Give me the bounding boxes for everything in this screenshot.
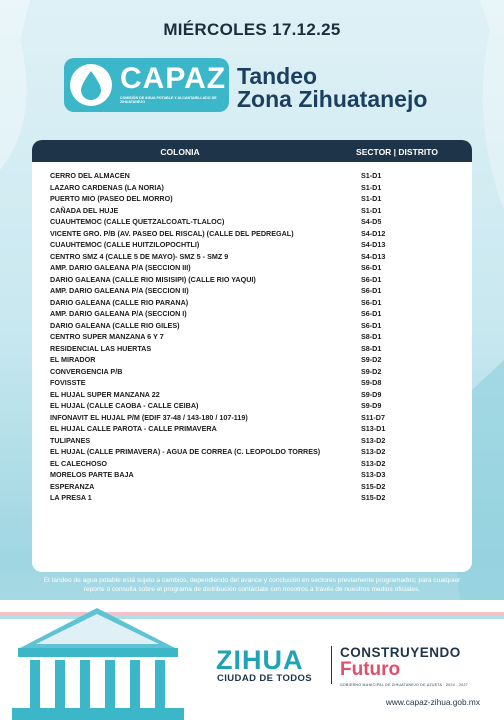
page-title-line2: Zona Zihuatanejo bbox=[237, 86, 428, 112]
gobierno-label: GOBIERNO MUNICIPAL DE ZIHUATANEJO DE AZUETA · 2024 - 2027 bbox=[340, 683, 468, 687]
sector-cell: S4-D5 bbox=[361, 217, 382, 226]
logo-divider bbox=[331, 646, 332, 684]
table-row bbox=[32, 216, 472, 228]
table-body bbox=[32, 170, 472, 504]
colonia-cell: EL CALECHOSO bbox=[50, 458, 107, 468]
colonia-cell: TULIPANES bbox=[50, 435, 91, 445]
table-row bbox=[32, 228, 472, 240]
sector-cell: S6-D1 bbox=[361, 297, 382, 307]
table-row bbox=[32, 366, 472, 378]
footnote: El tandeo de agua potable está sujeto a cambios, dependiendo del avance y conclusión en sectores previamente programados; para cualquier reporte o consulta sobre el programa de distribución contáctate con nosotros a través de nuestros medios oficiales. bbox=[43, 577, 461, 593]
colonia-cell: LAZARO CARDENAS (LA NORIA) bbox=[50, 182, 164, 192]
colonia-cell: DARIO GALEANA (CALLE RIO GILES) bbox=[50, 320, 180, 330]
sector-cell: S15-D2 bbox=[361, 481, 386, 491]
colonia-cell: AMP. DARIO GALEANA P/A (SECCION I) bbox=[50, 309, 187, 318]
sector-cell: S1-D1 bbox=[361, 205, 382, 215]
table-row bbox=[32, 205, 472, 217]
building-icon bbox=[0, 600, 200, 720]
sector-cell: S8-D1 bbox=[361, 332, 382, 341]
table-header bbox=[32, 140, 472, 162]
colonia-cell: CUAUHTEMOC (CALLE QUETZALCOATL-TLALOC) bbox=[50, 217, 225, 226]
colonia-cell: EL HUJAL SUPER MANZANA 22 bbox=[50, 389, 160, 399]
sector-cell: S13-D2 bbox=[361, 458, 386, 468]
colonia-cell: CONVERGENCIA P/B bbox=[50, 366, 123, 376]
sector-cell: S4-D13 bbox=[361, 251, 386, 261]
sector-cell: S1-D1 bbox=[361, 171, 382, 180]
colonia-cell: AMP. DARIO GALEANA P/A (SECCION III) bbox=[50, 263, 191, 272]
table-row bbox=[32, 239, 472, 251]
table-row bbox=[32, 251, 472, 263]
table-row bbox=[32, 297, 472, 309]
table-row bbox=[32, 193, 472, 205]
sector-cell: S4-D13 bbox=[361, 240, 386, 249]
table-row bbox=[32, 435, 472, 447]
futuro-label bbox=[340, 659, 400, 681]
capaz-logo bbox=[64, 58, 229, 112]
logo-word: CAPAZ bbox=[120, 62, 227, 95]
table-row bbox=[32, 308, 472, 320]
colonia-cell: CENTRO SMZ 4 (CALLE 5 DE MAYO)- SMZ 5 - SMZ 9 bbox=[50, 251, 229, 261]
table-row bbox=[32, 182, 472, 194]
schedule-table bbox=[32, 140, 472, 572]
page-title-line1: Tandeo bbox=[237, 63, 318, 89]
sector-cell: S6-D1 bbox=[361, 309, 382, 318]
colonia-cell: MORELOS PARTE BAJA bbox=[50, 470, 134, 479]
table-row bbox=[32, 343, 472, 355]
sector-cell: S13-D1 bbox=[361, 424, 386, 433]
table-row bbox=[32, 377, 472, 389]
table-row bbox=[32, 423, 472, 435]
colonia-cell: DARIO GALEANA (CALLE RIO PARANA) bbox=[50, 297, 189, 307]
colonia-cell: ESPERANZA bbox=[50, 481, 95, 491]
colonia-cell: INFONAVIT EL HUJAL P/M (EDIF 37-48 / 143-180 / 107-119) bbox=[50, 412, 248, 422]
sector-cell: S6-D1 bbox=[361, 274, 382, 284]
table-row bbox=[32, 458, 472, 470]
colonia-cell: EL HUJAL CALLE PAROTA - CALLE PRIMAVERA bbox=[50, 424, 217, 433]
futuro-text: Futuro bbox=[340, 659, 401, 680]
sector-cell: S6-D1 bbox=[361, 320, 382, 330]
colonia-cell: EL HUJAL (CALLE PRIMAVERA) - AGUA DE CORREA (C. LEOPOLDO TORRES) bbox=[50, 447, 321, 456]
website-link[interactable]: www.capaz-zihua.gob.mx bbox=[385, 697, 480, 707]
colonia-cell: AMP. DARIO GALEANA P/A (SECCION II) bbox=[50, 286, 189, 295]
colonia-cell: EL MIRADOR bbox=[50, 355, 96, 364]
colonia-cell: RESIDENCIAL LAS HUERTAS bbox=[50, 343, 152, 353]
colonia-cell: FOVISSTE bbox=[50, 378, 86, 387]
table-row bbox=[32, 412, 472, 424]
colonia-cell: LA PRESA 1 bbox=[50, 493, 92, 502]
sector-cell: S9-D8 bbox=[361, 378, 382, 387]
sector-cell: S4-D12 bbox=[361, 228, 386, 238]
sector-cell: S13-D2 bbox=[361, 447, 386, 456]
table-row bbox=[32, 274, 472, 286]
sector-cell: S8-D1 bbox=[361, 343, 382, 353]
sector-cell: S9-D2 bbox=[361, 355, 382, 364]
table-row bbox=[32, 389, 472, 401]
sector-cell: S9-D9 bbox=[361, 401, 382, 410]
sector-cell: S13-D2 bbox=[361, 435, 386, 445]
sector-cell: S11-D7 bbox=[361, 412, 385, 422]
table-row bbox=[32, 354, 472, 366]
colonia-cell: CUAUHTEMOC (CALLE HUITZILOPOCHTLI) bbox=[50, 240, 200, 249]
table-row bbox=[32, 446, 472, 458]
construyendo-label: CONSTRUYENDO bbox=[340, 645, 461, 660]
logo-subtitle: COMISIÓN DE AGUA POTABLE Y ALCANTARILLADO DE ZIHUATANEJO bbox=[120, 96, 217, 105]
table-row bbox=[32, 262, 472, 274]
sector-cell: S9-D9 bbox=[361, 389, 382, 399]
column-header-sector: SECTOR | DISTRITO bbox=[356, 147, 438, 157]
sector-cell: S13-D3 bbox=[361, 470, 386, 479]
date-heading: MIÉRCOLES 17.12.25 bbox=[163, 20, 341, 39]
colonia-cell: VICENTE GRO. P/B (AV. PASEO DEL RISCAL) (CALLE DEL PEDREGAL) bbox=[50, 228, 294, 238]
colonia-cell: CENTRO SUPER MANZANA 6 Y 7 bbox=[50, 332, 164, 341]
sector-cell: S1-D1 bbox=[361, 182, 382, 192]
colonia-cell: CERRO DEL ALMACEN bbox=[50, 171, 130, 180]
table-row bbox=[32, 492, 472, 504]
zihua-logo: ZIHUA bbox=[216, 645, 304, 675]
sector-cell: S6-D1 bbox=[361, 263, 382, 272]
table-row bbox=[32, 320, 472, 332]
sector-cell: S1-D1 bbox=[361, 194, 382, 203]
table-row bbox=[32, 285, 472, 297]
colonia-cell: CAÑADA DEL HUJE bbox=[50, 205, 119, 215]
sector-cell: S6-D1 bbox=[361, 286, 382, 295]
column-header-colonia: COLONIA bbox=[160, 147, 200, 157]
zihua-subtitle: CIUDAD DE TODOS bbox=[217, 673, 313, 684]
water-drop-icon bbox=[70, 64, 112, 106]
table-row bbox=[32, 481, 472, 493]
table-row bbox=[32, 400, 472, 412]
sector-cell: S9-D2 bbox=[361, 366, 382, 376]
table-row bbox=[32, 469, 472, 481]
colonia-cell: PUERTO MIO (PASEO DEL MORRO) bbox=[50, 194, 173, 203]
table-row bbox=[32, 331, 472, 343]
sector-cell: S15-D2 bbox=[361, 493, 386, 502]
table-row bbox=[32, 170, 472, 182]
colonia-cell: DARIO GALEANA (CALLE RIO MISISIPI) (CALLE RIO YAQUI) bbox=[50, 274, 256, 284]
colonia-cell: EL HUJAL (CALLE CAOBA - CALLE CEIBA) bbox=[50, 401, 199, 410]
